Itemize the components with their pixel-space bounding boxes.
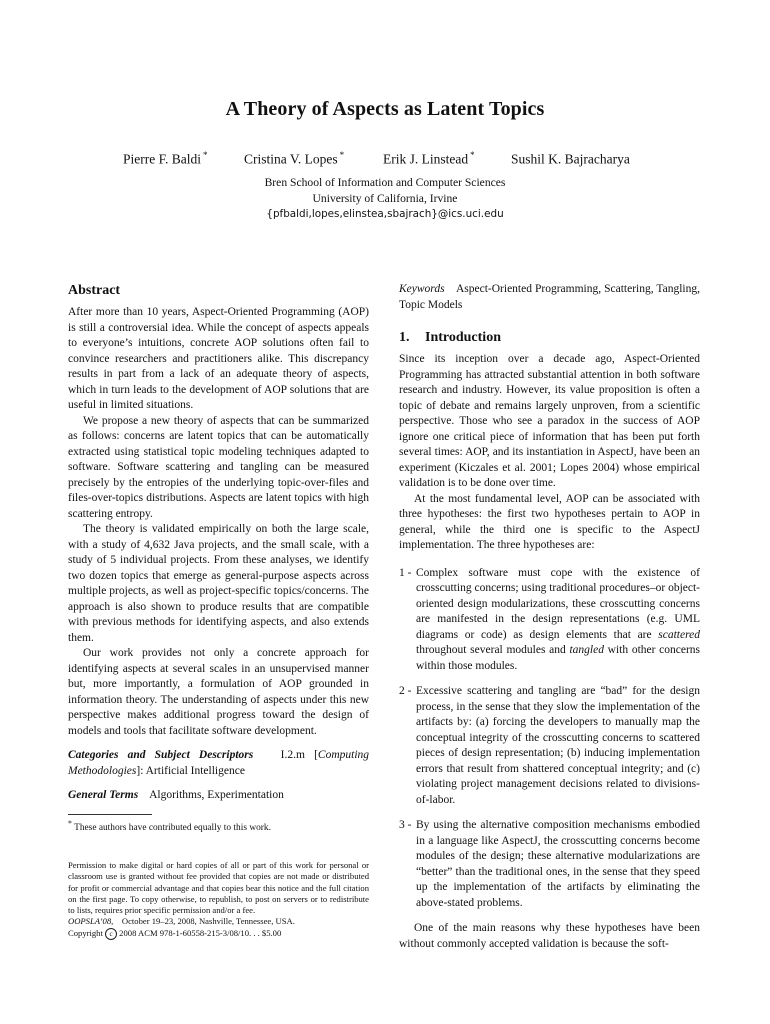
categories-block <box>68 748 369 779</box>
hypothesis-text: Excessive scattering and tangling are “bad” for the design process, in the sense that they slow the implementation of the artifacts by: (a) forcing the developers to manually map the conceptual integrity of the crosscutting concerns to scattered pieces of design representation; (b) inducing implementation errors that result from shattered conceptual integrity; and (c) violating project management decisions related to divisions-of-labor. <box>416 685 700 806</box>
hypothesis-number: 3 - <box>399 819 412 831</box>
intro-paragraph: At the most fundamental level, AOP can be associated with three hypotheses: the first two hypotheses pertain to AOP in general, while the third one is specific to the AspectJ implementation. The three hypotheses are: <box>399 492 700 551</box>
left-column <box>68 282 369 834</box>
hypothesis-item <box>399 818 700 911</box>
permission-text: Permission to make digital or hard copies of all or part of this work for personal or classroom use is granted without fee provided that copies are not made or distributed for profit or commercial advantage and that copies bear this notice and the full citation on the first page. To copy otherwise, to republish, to post on servers or to redistribute to lists, requires prior specific permission and/or a fee. <box>68 860 369 916</box>
affiliation-school: Bren School of Information and Computer Sciences <box>264 176 506 189</box>
intro-paragraph: Since its inception over a decade ago, Aspect-Oriented Programming has attracted substantial attention in both software research and industry. However, its value proposition is often a topic of debate and remains largely unproven, from a scientific perspective. Those who see a paradox in the success of AOP ignore one critical piece of information that has been put forth several times: AOP, and its instantiation in AspectJ, have been an experiment (Kiczales et al. 2001; Lopes 2004) whose empirical validation is to be done over time. <box>399 353 700 489</box>
general-terms-label: General Terms <box>68 789 139 801</box>
hypothesis-number: 1 - <box>399 566 412 579</box>
venue-name: OOPSLA’08, <box>68 916 114 927</box>
copyright-word: Copyright <box>68 927 103 938</box>
author-emails: {pfbaldi,lopes,elinstea,sbajrach}@ics.uci.edu <box>266 208 504 220</box>
author-linstead: Erik J. Linstead * <box>383 150 475 167</box>
venue-details: October 19–23, 2008, Nashville, Tennessee, USA. <box>121 916 295 927</box>
categories-code: I.2.m [ <box>280 749 318 761</box>
footnote-text: These authors have contributed equally to this work. <box>74 822 271 833</box>
hypothesis-emphasis: tangled <box>569 644 604 656</box>
author-lopes: Cristina V. Lopes * <box>244 150 345 167</box>
abstract-heading: Abstract <box>68 283 121 298</box>
keywords-label: Keywords <box>399 283 445 295</box>
categories-label: Categories and Subject Descriptors <box>68 749 254 761</box>
abstract-paragraph: After more than 10 years, Aspect-Oriented Programming (AOP) is still a controversial idea. While the concept of aspects appeals to everyone’s intuitions, concrete AOP solutions often fail to convince researchers and practitioners alike. This discrepancy results in part from a lack of an adequate theory of aspects, which in turn leads to the development of AOP solutions that are useful in limited situations. <box>68 306 369 411</box>
section-number: 1. <box>399 330 410 345</box>
hypothesis-number: 2 - <box>399 685 412 697</box>
author-list <box>0 150 770 168</box>
footnote-mark: * <box>470 150 475 160</box>
general-terms-text: Algorithms, Experimentation <box>149 789 284 801</box>
hypothesis-list <box>399 566 700 912</box>
hypothesis-emphasis: scattered <box>658 628 701 641</box>
section-title: Introduction <box>425 330 501 345</box>
author-bajracharya: Sushil K. Bajracharya <box>511 151 630 167</box>
categories-rest: ]: Artificial Intelligence <box>136 764 245 777</box>
right-column <box>399 282 700 952</box>
abstract-paragraph: The theory is validated empirically on both the large scale, with a study of 4,632 Java projects, and the small scale, with a study of 5 individual projects. From these analyses, we identify two dozen topics that emerge as general-purpose aspects across multiple projects, as well as project-specific topics/concerns. The approach is also shown to produce results that are compatible with previous methods for identifying aspects, and also extends them. <box>68 523 369 644</box>
copyright-details: 2008 ACM 978-1-60558-215-3/08/10. . . $5.00 <box>119 927 282 938</box>
hypothesis-text: By using the alternative composition mechanisms embodied in a language like AspectJ, the crosscutting concerns become modules of the design; these alternative modularizations are “better” than the traditional ones, in the sense that they speed up the implementation of the artifacts by eliminating the above-stated problems. <box>416 819 700 909</box>
keywords-text: Aspect-Oriented Programming, Scattering, Tangling, Topic Models <box>399 283 701 311</box>
hypothesis-text: Complex software must cope with the existence of crosscutting concerns; using traditional procedures–or object-oriented design modularizations, these crosscutting concerns are manifested in the design representations (e.g. UML diagrams or code) as design elements that are <box>416 566 700 641</box>
footnote-mark: * <box>203 150 208 160</box>
general-terms-block <box>68 788 369 804</box>
hypothesis-item <box>399 684 700 808</box>
permission-notice <box>68 860 369 940</box>
copyright-icon: c <box>105 928 117 940</box>
affiliation-university: University of California, Irvine <box>312 192 458 205</box>
hypothesis-item <box>399 566 700 675</box>
abstract-paragraph: Our work provides not only a concrete approach for identifying aspects at several scales in an unsupervised manner but, more importantly, a formulation of AOP grounded in information theory. The understanding of aspects under this new perspective makes additional progress toward the design of models and tools that facilitate software development. <box>68 647 369 737</box>
footnote <box>68 818 369 834</box>
hypothesis-text: throughout several modules and <box>416 644 566 656</box>
footnote-divider <box>68 814 152 815</box>
abstract-paragraph: We propose a new theory of aspects that can be summarized as follows: concerns are latent topics that can be automatically extracted using statistical topic modeling techniques adapted to software. Software scattering and tangling can be measured precisely by the entropies of the underlying topic-over-files and files-over-topics distributions. Aspects are latent topics with high scattering entropy. <box>68 414 369 520</box>
author-baldi: Pierre F. Baldi * <box>123 150 208 167</box>
keywords-block <box>399 282 700 313</box>
paper-title: A Theory of Aspects as Latent Topics <box>225 98 545 120</box>
hypothesis-text: with other concerns within those modules. <box>416 644 701 672</box>
categories-italic: Computing Methodologies <box>68 749 370 777</box>
footnote-mark: * <box>339 150 345 160</box>
footnote-mark: * <box>68 818 72 828</box>
section-heading-introduction <box>399 329 700 346</box>
intro-paragraph: One of the main reasons why these hypotheses have been without commonly accepted validation is because the soft- <box>399 922 700 950</box>
